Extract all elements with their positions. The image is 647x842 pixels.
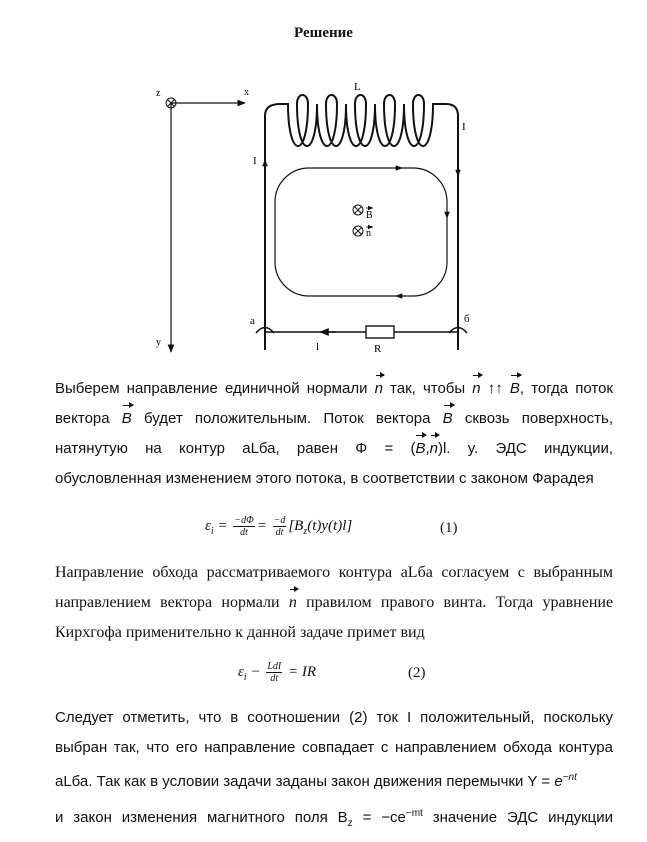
- paragraph-2: Направление обхода рассматриваемого контура aLба согласуем с выбранным направлением вектора нормали n правилом правого винта. Тогда уравнение Кирхгофа применительно к данной задаче примет вид: [55, 564, 614, 641]
- axis-x-label: x: [244, 87, 249, 98]
- axis-y-label: y: [156, 337, 161, 348]
- n-vector-label: n: [366, 228, 371, 239]
- equation-1: $\varepsilon_i$ = $\frac{-d\Phi}{dt}$ = $\frac{-d}{dt}$ $[B_z(t)y(t)l]$: [205, 515, 353, 538]
- circuit-diagram: [140, 78, 480, 360]
- b-field-cross-icon: [353, 205, 363, 215]
- equation-2: $\varepsilon_i$ − $\frac{\text{LdI}}{dt}$ = IR: [238, 661, 317, 684]
- traversal-loop: [275, 168, 447, 296]
- paragraph-3: Следует отметить, что в соотношении (2) ток I положительный, поскольку выбран так, что его направление совпадает с направлением обхода контура aLба. Так как в условии задачи заданы закон движения перемычки $Y = e^{-nt}$ и закон изменения магнитного поля $B_z = -ce^{-mt}$ значение ЭДС индукции: [55, 709, 613, 829]
- inductor-label: L: [354, 81, 361, 93]
- current-label-right: I: [462, 121, 466, 133]
- paragraph-1: Выберем направление единичной нормали n так, чтобы n ↑↑ B, тогда поток вектора B будет положительным. Поток вектора B сквозь поверхность, натянутую на контур aLба, равен Φ = (B,n)l. y. ЭДС индукции, обусловленная изменением этого потока, в соответствии с законом Фарадея: [55, 374, 613, 494]
- inductor-coil: [280, 95, 446, 146]
- resistor-label: R: [374, 343, 382, 355]
- axis-z-label: z: [156, 88, 161, 99]
- contact-a-label: a: [250, 315, 255, 327]
- normal-cross-icon: [353, 226, 363, 236]
- coordinate-axes: [171, 103, 245, 352]
- current-label-left: I: [253, 155, 257, 167]
- bar-length-label: l: [316, 341, 320, 353]
- b-vector-label: B: [366, 210, 373, 221]
- equation-1-number: (1): [440, 520, 458, 536]
- page-title: Решение: [294, 25, 353, 41]
- resistor: [366, 326, 394, 338]
- equation-2-number: (2): [408, 665, 426, 681]
- contact-b-label: б: [464, 313, 470, 325]
